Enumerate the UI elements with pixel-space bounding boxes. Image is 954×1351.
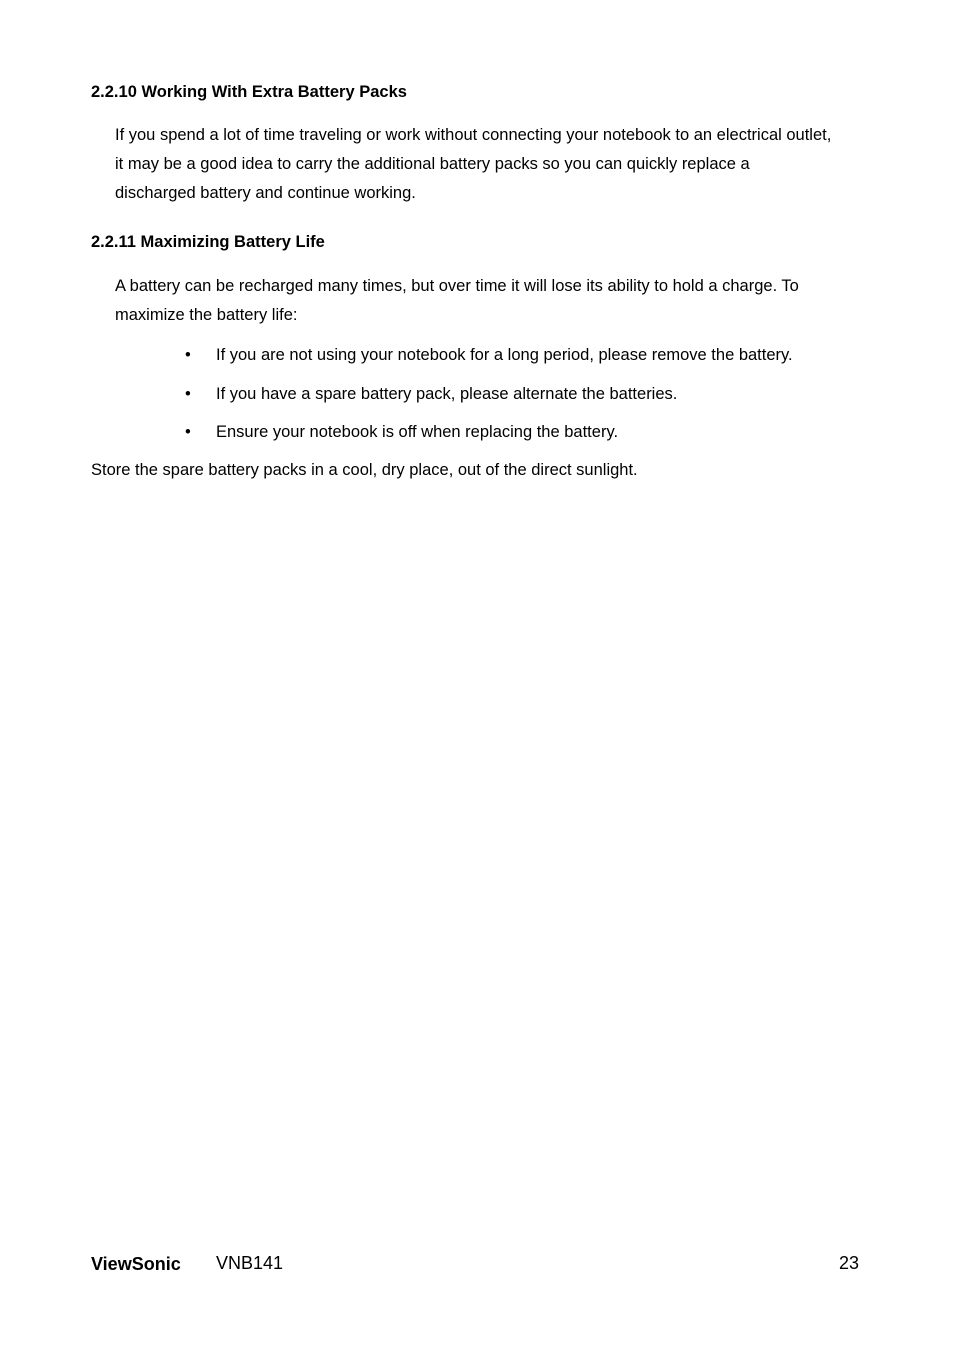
closing-paragraph: Store the spare battery packs in a cool, dry place, out of the direct sunlight. <box>91 461 638 479</box>
page-number: 23 <box>839 1253 860 1273</box>
list-item-text: Ensure your notebook is off when replacing the battery. <box>216 423 619 441</box>
paragraph-maximizing-battery-life <box>115 272 885 330</box>
footer-brand: ViewSonic <box>91 1254 181 1274</box>
bullet-icon: • <box>185 346 191 364</box>
bullet-icon: • <box>185 423 191 441</box>
paragraph-line: discharged battery and continue working. <box>115 184 416 202</box>
section-heading-extra-battery-packs: 2.2.10 Working With Extra Battery Packs <box>91 83 407 101</box>
paragraph-line: maximize the battery life: <box>115 306 298 324</box>
paragraph-line: A battery can be recharged many times, but over time it will lose its ability to hold a charge. To <box>115 277 799 295</box>
paragraph-line: If you spend a lot of time traveling or work without connecting your notebook to an electrical outlet, <box>115 126 832 144</box>
bullet-icon: • <box>185 385 191 403</box>
list-item-text: If you are not using your notebook for a long period, please remove the battery. <box>216 346 793 364</box>
section-heading-maximizing-battery-life: 2.2.11 Maximizing Battery Life <box>91 233 325 251</box>
footer-model: VNB141 <box>216 1253 284 1273</box>
paragraph-line: it may be a good idea to carry the additional battery packs so you can quickly replace a <box>115 155 750 173</box>
list-item-text: If you have a spare battery pack, please alternate the batteries. <box>216 385 678 403</box>
paragraph-extra-battery-packs <box>115 121 885 208</box>
